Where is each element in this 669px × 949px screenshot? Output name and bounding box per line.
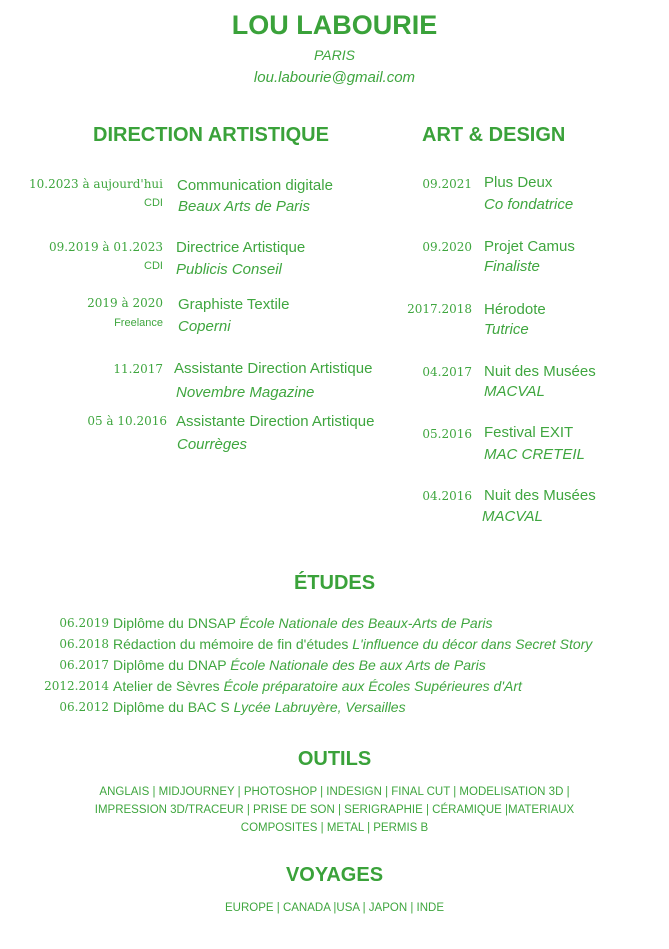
etudes-date: 06.2012: [59, 700, 109, 714]
direction-company: Publicis Conseil: [176, 261, 282, 278]
direction-type: CDI: [144, 197, 163, 209]
etudes-school: Lycée Labruyère, Versailles: [233, 699, 406, 715]
direction-type: Freelance: [114, 317, 163, 329]
art-name: Projet Camus: [484, 238, 575, 255]
etudes-entry: [113, 699, 406, 715]
outils-line: ANGLAIS | MIDJOURNEY | PHOTOSHOP | INDESIGN | FINAL CUT | MODELISATION 3D |: [99, 786, 570, 798]
email: lou.labourie@gmail.com: [253, 69, 416, 86]
voyages-line: EUROPE | CANADA |USA | JAPON | INDE: [225, 902, 444, 914]
etudes-entry: [113, 657, 486, 673]
direction-role: Assistante Direction Artistique: [174, 360, 373, 377]
etudes-entry: [113, 636, 592, 652]
direction-company: Coperni: [178, 318, 231, 335]
outils-section-title: OUTILS: [297, 748, 372, 770]
art-detail: MACVAL: [484, 383, 545, 400]
etudes-school: École Nationale des Be aux Arts de Paris: [230, 657, 486, 673]
etudes-date: 06.2018: [59, 637, 109, 651]
art-section-title: ART & DESIGN: [422, 124, 566, 146]
art-detail: Co fondatrice: [484, 196, 574, 213]
art-date: 2017.2018: [407, 302, 472, 316]
etudes-date: 2012.2014: [44, 679, 109, 693]
art-detail: MACVAL: [482, 508, 543, 525]
direction-date: 09.2019 à 01.2023: [48, 240, 163, 254]
direction-section-title: DIRECTION ARTISTIQUE: [93, 124, 329, 146]
art-name: Nuit des Musées: [484, 363, 596, 380]
outils-line: IMPRESSION 3D/TRACEUR | PRISE DE SON | SERIGRAPHIE | CÉRAMIQUE |MATERIAUX: [94, 804, 575, 816]
direction-type: CDI: [144, 260, 163, 272]
art-date: 04.2017: [422, 365, 472, 379]
art-name: Nuit des Musées: [484, 487, 596, 504]
voyages-section-title: VOYAGES: [285, 864, 384, 886]
direction-company: Novembre Magazine: [176, 384, 315, 401]
art-name: Hérodote: [484, 301, 546, 318]
outils-line: COMPOSITES | METAL | PERMIS B: [240, 822, 429, 834]
art-date: 05.2016: [422, 427, 472, 441]
etudes-entry: [113, 678, 522, 694]
etudes-text: Atelier de Sèvres: [113, 678, 220, 694]
art-detail: MAC CRETEIL: [484, 446, 585, 463]
etudes-text: Diplôme du DNSAP: [113, 615, 236, 631]
city: PARIS: [314, 47, 355, 63]
direction-role: Assistante Direction Artistique: [176, 413, 375, 430]
direction-role: Communication digitale: [177, 177, 333, 194]
etudes-school: École préparatoire aux Écoles Supérieures d'Art: [223, 678, 522, 694]
direction-date: 11.2017: [113, 362, 163, 376]
etudes-text: Diplôme du BAC S: [113, 699, 230, 715]
etudes-school: L'influence du décor dans Secret Story: [352, 636, 593, 652]
direction-date: 10.2023 à aujourd'hui: [29, 177, 163, 191]
etudes-section-title: ÉTUDES: [293, 572, 376, 594]
etudes-school: École Nationale des Beaux-Arts de Paris: [239, 615, 493, 631]
art-name: Festival EXIT: [484, 424, 574, 441]
etudes-text: Diplôme du DNAP: [113, 657, 227, 673]
art-date: 09.2020: [422, 240, 472, 254]
direction-role: Directrice Artistique: [176, 239, 306, 256]
etudes-text: Rédaction du mémoire de fin d'études: [113, 636, 349, 652]
direction-company: Courrèges: [177, 436, 248, 453]
art-detail: Finaliste: [484, 258, 540, 275]
direction-date: 2019 à 2020: [87, 296, 163, 310]
name-title: LOU LABOURIE: [231, 10, 438, 40]
direction-company: Beaux Arts de Paris: [178, 198, 311, 215]
etudes-date: 06.2017: [59, 658, 109, 672]
etudes-date: 06.2019: [59, 616, 109, 630]
art-date: 09.2021: [422, 177, 472, 191]
art-detail: Tutrice: [484, 321, 529, 338]
art-name: Plus Deux: [484, 174, 553, 191]
direction-role: Graphiste Textile: [178, 296, 290, 313]
etudes-entry: [113, 615, 493, 631]
art-date: 04.2016: [422, 489, 472, 503]
direction-date: 05 à 10.2016: [87, 414, 167, 428]
